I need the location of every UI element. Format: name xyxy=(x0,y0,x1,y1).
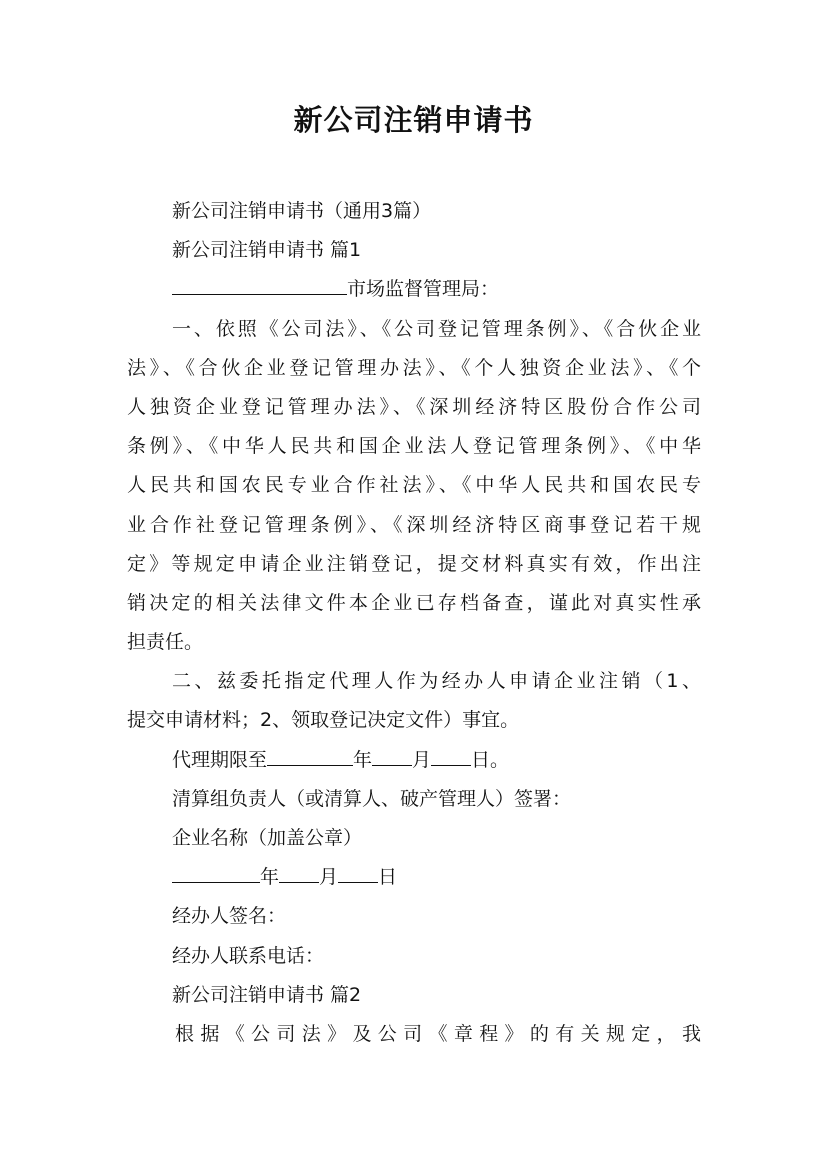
paragraph-line: 条例》、《中华人民共和国企业法人登记管理条例》、《中华 xyxy=(127,435,701,458)
year-label: 年 xyxy=(353,748,373,771)
paragraph-line: 根据《公司法》及公司《章程》的有关规定，我 xyxy=(175,1022,701,1045)
blank-field xyxy=(431,743,471,766)
paragraph-line: 销决定的相关法律文件本企业已存档备查，谨此对真实性承 xyxy=(127,591,701,614)
blank-field xyxy=(172,860,260,883)
paragraph-line: 担责任。 xyxy=(127,631,204,654)
paragraph-line: 人民共和国农民专业合作社法》、《中华人民共和国农民专 xyxy=(127,474,701,497)
document-title: 新公司注销申请书 xyxy=(293,103,534,137)
document-body xyxy=(127,192,701,1054)
section-heading-2: 新公司注销申请书 篇2 xyxy=(172,983,362,1006)
paragraph-line: 业合作社登记管理条例》、《深圳经济特区商事登记若干规 xyxy=(127,513,701,536)
date-line xyxy=(127,858,701,897)
addressee-line xyxy=(127,270,701,309)
day-label: 日 xyxy=(378,866,398,889)
blank-field xyxy=(372,743,412,766)
day-label: 日。 xyxy=(471,748,510,771)
month-label: 月 xyxy=(319,866,339,889)
term-prefix: 代理期限至 xyxy=(172,748,268,771)
section-heading-1: 新公司注销申请书 篇1 xyxy=(172,239,362,262)
blank-field xyxy=(267,743,353,766)
paragraph-line: 提交申请材料；2、领取登记决定文件）事宜。 xyxy=(127,709,520,732)
subtitle-line: 新公司注销申请书（通用3篇） xyxy=(172,200,432,222)
paragraph-line: 一、依照《公司法》、《公司登记管理条例》、《合伙企业 xyxy=(172,317,701,340)
blank-field xyxy=(279,860,319,883)
agent-phone-line: 经办人联系电话： xyxy=(172,944,325,967)
paragraph-line: 人独资企业登记管理办法》、《深圳经济特区股份合作公司 xyxy=(127,395,701,418)
signature-line: 清算组负责人（或清算人、破产管理人）签署： xyxy=(172,787,572,810)
agent-signature-line: 经办人签名： xyxy=(172,905,287,928)
month-label: 月 xyxy=(412,748,432,771)
paragraph-line: 二、兹委托指定代理人作为经办人申请企业注销（1、 xyxy=(172,670,701,693)
company-seal-line: 企业名称（加盖公章） xyxy=(172,827,363,849)
paragraph-line: 定》等规定申请企业注销登记，提交材料真实有效，作出注 xyxy=(127,552,701,575)
paragraph-line: 法》、《合伙企业登记管理办法》、《个人独资企业法》、《个 xyxy=(127,356,701,379)
year-label: 年 xyxy=(260,866,280,889)
addressee-suffix: 市场监督管理局： xyxy=(347,278,500,301)
blank-field xyxy=(338,860,378,883)
agency-term-line xyxy=(127,741,701,780)
blank-field xyxy=(172,272,347,295)
